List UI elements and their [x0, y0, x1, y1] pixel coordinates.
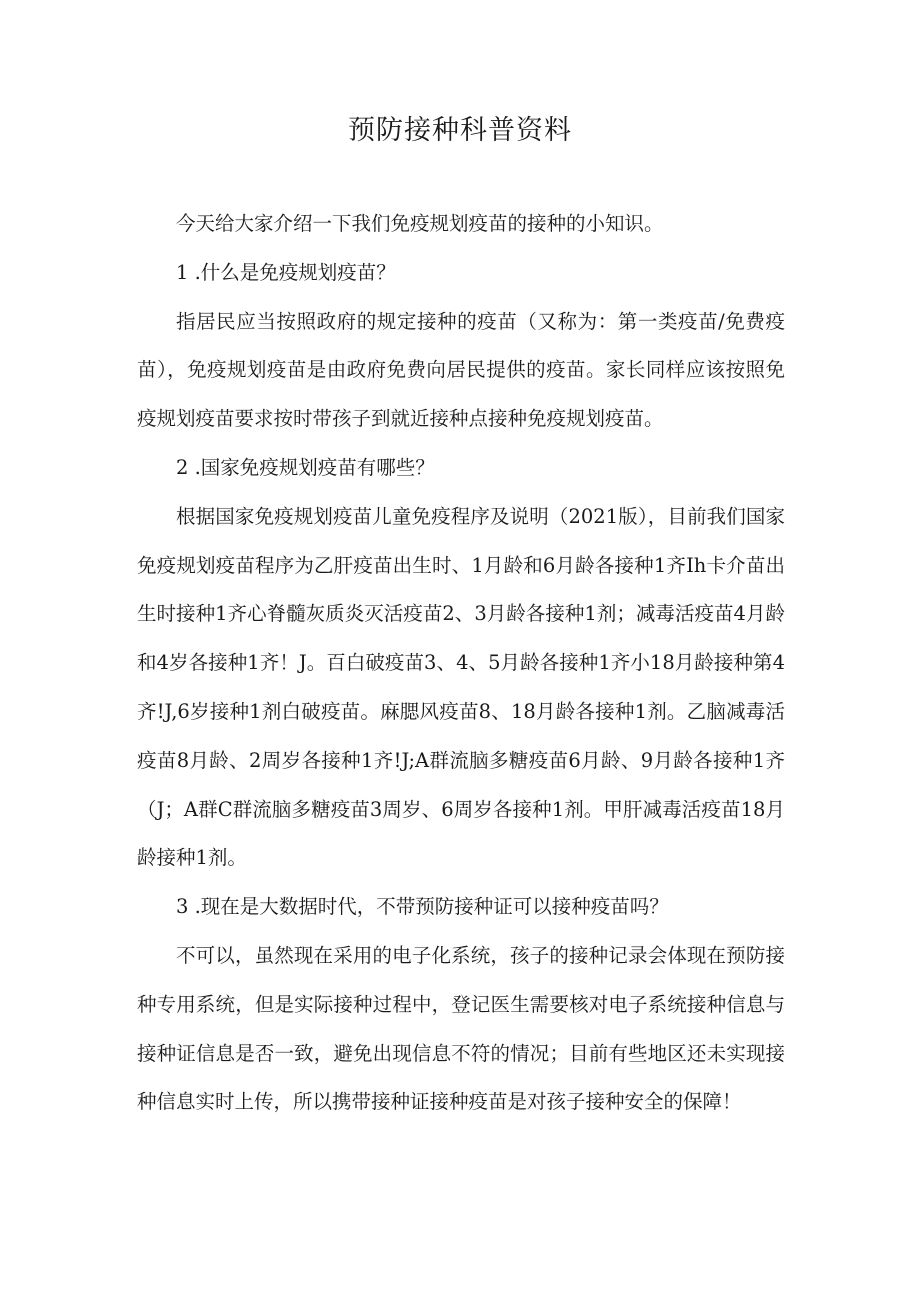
- document-title: 预防接种科普资料: [348, 115, 572, 146]
- section-paragraph-3: 不可以，虽然现在采用的电子化系统，孩子的接种记录会体现在预防接种专用系统，但是实际接种过程中，登记医生需要核对电子系统接种信息与接种证信息是否一致，避免出现信息不符的情况；目前有些地区还未实现接种信息实时上传，所以携带接种证接种疫苗是对孩子接种安全的保障！: [137, 943, 785, 1114]
- document-body: [137, 200, 785, 1127]
- section-paragraph-2: 根据国家免疫规划疫苗儿童免疫程序及说明（2021版），目前我们国家免疫规划疫苗程序为乙肝疫苗出生时、1月龄和6月龄各接种1齐Ih卡介苗出生时接种1齐心脊髓灰质炎灭活疫苗2、3月龄各接种1剂；减毒活疫苗4月龄和4岁各接种1齐！J。百白破疫苗3、4、5月龄各接种1齐小18月龄接种第4齐!J,6岁接种1剂白破疫苗。麻腮风疫苗8、18月龄各接种1剂。乙脑减毒活疫苗8月龄、2周岁各接种1齐!J;A群流脑多糖疫苗6月龄、9月龄各接种1齐（J；A群C群流脑多糖疫苗3周岁、6周岁各接种1剂。甲肝减毒活疫苗18月龄接种1剂。: [137, 504, 785, 870]
- intro-paragraph: 今天给大家介绍一下我们免疫规划疫苗的接种的小知识。: [176, 212, 664, 235]
- section-heading-1: 1 .什么是免疫规划疫苗？: [176, 260, 396, 284]
- section-heading-3: 3 .现在是大数据时代，不带预防接种证可以接种疫苗吗？: [176, 895, 669, 919]
- section-paragraph-1: 指居民应当按照政府的规定接种的疫苗（又称为：第一类疫苗/免费疫苗），免疫规划疫苗是由政府免费向居民提供的疫苗。家长同样应该按照免疫规划疫苗要求按时带孩子到就近接种点接种免疫规划疫苗。: [137, 309, 785, 431]
- section-heading-2: 2 .国家免疫规划疫苗有哪些？: [176, 455, 435, 479]
